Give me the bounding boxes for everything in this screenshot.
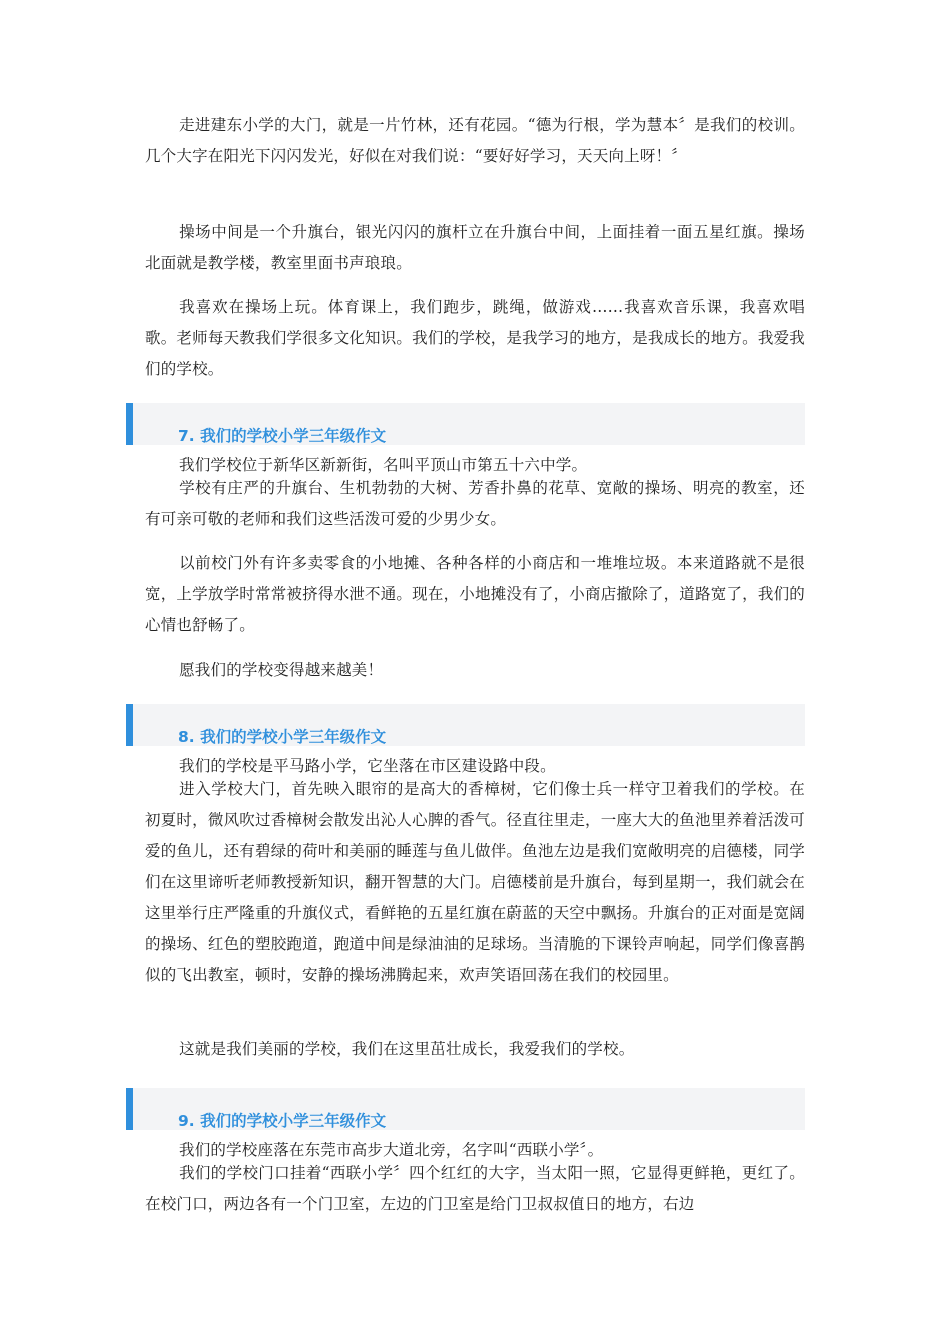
section-7-paragraph-1: 学校有庄严的升旗台、生机勃勃的大树、芳香扑鼻的花草、宽敞的操场、明亮的教室，还有可亲可敬的老师和我们这些活泼可爱的少男少女。 [145, 479, 805, 528]
section-accent-bar [126, 1088, 133, 1130]
paragraph-intro-2: 操场中间是一个升旗台，银光闪闪的旗杆立在升旗台中间，上面挂着一面五星红旗。操场北面就是教学楼，教室里面书声琅琅。 [145, 223, 805, 272]
section-7-lead: 我们学校位于新华区新新街，名叫平顶山市第五十六中学。 [179, 456, 588, 474]
section-title-9: 9. 我们的学校小学三年级作文 [178, 1112, 387, 1130]
section-header-8 [126, 704, 805, 746]
section-9-lead: 我们的学校座落在东莞市高步大道北旁，名字叫“西联小学〞。 [179, 1141, 604, 1159]
section-title-7: 7. 我们的学校小学三年级作文 [178, 427, 387, 445]
section-header-9 [126, 1088, 805, 1130]
section-7-paragraph-3: 愿我们的学校变得越来越美！ [179, 661, 384, 679]
paragraph-intro-1: 走进建东小学的大门，就是一片竹林，还有花园。“德为行根，学为慧本〞是我们的校训。几个大字在阳光下闪闪发光，好似在对我们说：“要好好学习，天天向上呀！〞 [145, 116, 805, 165]
section-header-7 [126, 403, 805, 445]
section-8-lead: 我们的学校是平马路小学，它坐落在市区建设路中段。 [179, 757, 556, 775]
section-7-paragraph-2: 以前校门外有许多卖零食的小地摊、各种各样的小商店和一堆堆垃圾。本来道路就不是很宽，上学放学时常常被挤得水泄不通。现在，小地摊没有了，小商店撤除了，道路宽了，我们的心情也舒畅了。 [145, 554, 805, 634]
section-accent-bar [126, 403, 133, 445]
section-9-paragraph-1: 我们的学校门口挂着“西联小学〞四个红红的大字，当太阳一照，它显得更鲜艳，更红了。在校门口，两边各有一个门卫室，左边的门卫室是给门卫叔叔值日的地方，右边 [145, 1164, 805, 1213]
section-accent-bar [126, 704, 133, 746]
section-title-8: 8. 我们的学校小学三年级作文 [178, 728, 387, 746]
paragraph-intro-3: 我喜欢在操场上玩。体育课上，我们跑步，跳绳，做游戏……我喜欢音乐课，我喜欢唱歌。老师每天教我们学很多文化知识。我们的学校，是我学习的地方，是我成长的地方。我爱我们的学校。 [145, 298, 805, 378]
section-8-paragraph-2: 这就是我们美丽的学校，我们在这里茁壮成长，我爱我们的学校。 [179, 1040, 635, 1058]
section-8-paragraph-1: 进入学校大门，首先映入眼帘的是高大的香樟树，它们像士兵一样守卫着我们的学校。在初夏时，微风吹过香樟树会散发出沁人心脾的香气。径直往里走，一座大大的鱼池里养着活泼可爱的鱼儿，还有碧绿的荷叶和美丽的睡莲与鱼儿做伴。鱼池左边是我们宽敞明亮的启德楼，同学们在这里谛听老师教授新知识，翻开智慧的大门。启德楼前是升旗台，每到星期一，我们就会在这里举行庄严隆重的升旗仪式，看鲜艳的五星红旗在蔚蓝的天空中飘扬。升旗台的正对面是宽阔的操场、红色的塑胶跑道，跑道中间是绿油油的足球场。当清脆的下课铃声响起，同学们像喜鹊似的飞出教室，顿时，安静的操场沸腾起来，欢声笑语回荡在我们的校园里。 [145, 780, 805, 984]
